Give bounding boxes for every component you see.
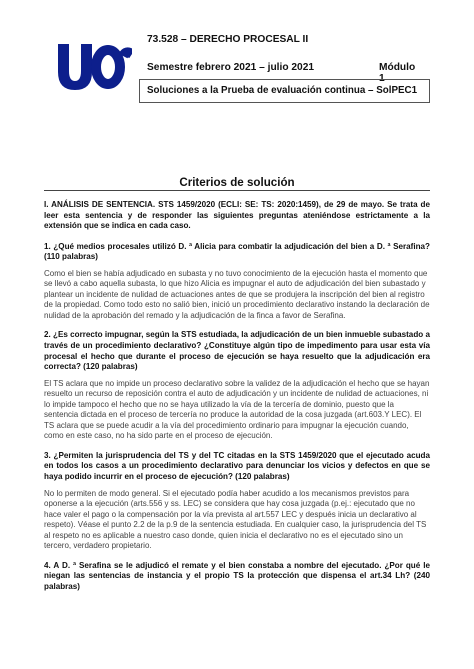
solutions-title: Soluciones a la Prueba de evaluación continua – SolPEC1 bbox=[147, 85, 418, 96]
question-4: 4. A D. ª Serafina se le adjudicó el remate y el bien constaba a nombre del ejecutado. ¿Por qué le niegan las sentencias de instancia y el propio TS la protección que dispensa el art.34 Lh? (240 palabras) bbox=[44, 560, 430, 591]
answer-3: No lo permiten de modo general. Si el ejecutado podía haber acudido a los mecanismos previstos para oponerse a la ejecución (arts.556 y ss. LEC) se considera que hay cosa juzgada (p.ej.: ejecutado que no hace valer el pago o la compensación por la vía prevista al art.557 LEC y después inicia un declarativo al respeto). Véase el punto 2.2 de la p.9 de la sentencia estudiada. En cualquier caso, la jurisprudencia del TS al respeto no es aplicable a nuestro caso donde, quien inicia el declarativo no es el ejecutado sino un tercero, verdadero propietario. bbox=[44, 488, 427, 551]
solutions-title-box bbox=[139, 79, 430, 103]
document-body bbox=[44, 200, 430, 598]
title-divider bbox=[44, 190, 430, 191]
semester-label: Semestre febrero 2021 – julio 2021 bbox=[147, 62, 315, 73]
question-1: 1. ¿Qué medios procesales utilizó D. ª Alicia para combatir la adjudicación del bien a D. ª Serafina? (110 palabras) bbox=[44, 241, 430, 262]
section-intro: I. ANÁLISIS DE SENTENCIA. STS 1459/2020 (ECLI: SE: TS: 2020:1459), de 29 de mayo. Se trata de leer esta sentencia y de responder las siguientes preguntas ateniéndose estrictamente a la extensión que se indica en cada caso. bbox=[44, 200, 430, 231]
course-title: 73.528 – DERECHO PROCESAL II bbox=[147, 34, 309, 45]
logo-letter-c bbox=[123, 52, 132, 56]
answer-1: Como el bien se había adjudicado en subasta y no tuvo conocimiento de la ejecución hasta el momento que se llevó a cabo aquella subasta, lo que hizo Alicia es impugnar el auto de adjudicación del bien subastado y plantear un incidente de nulidad de actuaciones antes de que se produjera la inscripción del bien al registro de la propiedad. Como todo esto no salió bien, inició un procedimiento declarativo instando la declaración de nulidad de la aprobación del remado y la adjudicación de la finca a favor de Serafina. bbox=[44, 268, 430, 320]
uoc-logo bbox=[56, 40, 132, 92]
page-title: Criterios de solución bbox=[179, 176, 295, 189]
semester-line bbox=[147, 62, 417, 84]
question-2: 2. ¿Es correcto impugnar, según la STS estudiada, la adjudicación de un bien inmueble subastado a través de un procedimiento declarativo? ¿Constituye algún tipo de impedimento para usar esta vía procesal el hecho que durante el proceso de ejecución se haya resuelto que la adjudicación era correcta? (120 palabras) bbox=[44, 330, 430, 372]
module-label: Módulo 1 bbox=[379, 62, 416, 84]
answer-2: El TS aclara que no impide un proceso declarativo sobre la validez de la adjudicación el hecho que se hayan resuelto un recurso de reposición contra el auto de adjudicación y un incidente de nulidad de actuaciones, ni lo impide tampoco el hecho que no se haya utilizado la vía de la tercería de dominio, puesto que la sentencia dictada en el proceso de tercería no produce la autoridad de la cosa juzgada (art.603.Y LEC). El TS aclara que se puede acudir a la vía del procedimiento ordinario para impugnar la ejecución cuando, como en este caso, no ha sido parte en el proceso de ejecución. bbox=[44, 378, 430, 441]
logo-letter-u bbox=[58, 44, 92, 90]
logo-letter-o bbox=[96, 50, 120, 84]
question-3: 3. ¿Permiten la jurisprudencia del TS y del TC citadas en la STS 1459/2020 que el ejecutado acuda en todos los casos a un procedimiento declarativo para denunciar los vicios y defectos en que se haya podido incurrir en el proceso de ejecución? (120 palabras) bbox=[44, 450, 430, 482]
